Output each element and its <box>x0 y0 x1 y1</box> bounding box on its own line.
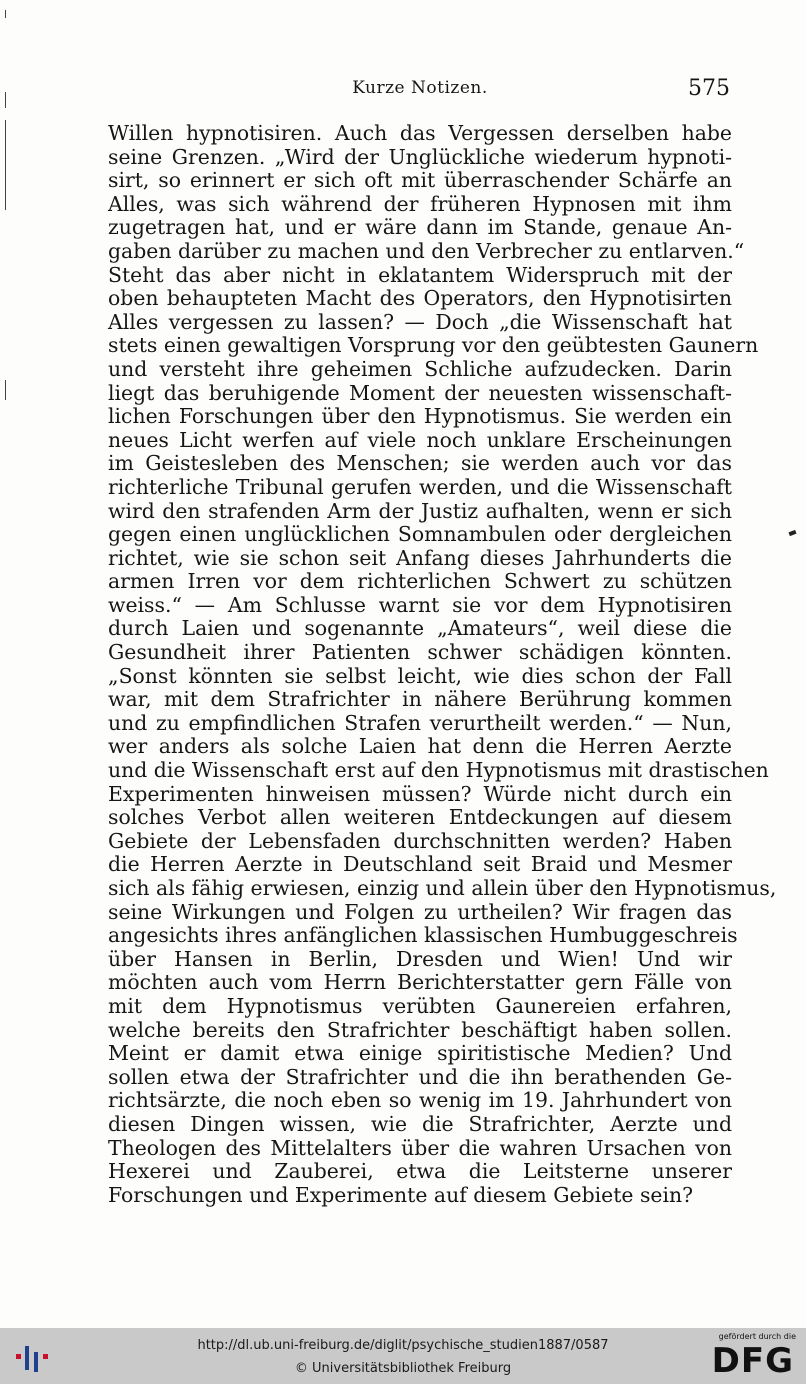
scan-edge-mark <box>5 10 6 18</box>
text-line: armen Irren vor dem richterlichen Schwert zu schützen <box>108 569 732 594</box>
text-line: über Hansen in Berlin, Dresden und Wien! Und wir <box>108 946 732 971</box>
text-line: richtsärzte, die noch eben so wenig im 19. Jahrhundert von <box>108 1088 732 1113</box>
text-line: Forschungen und Experimente auf diesem Gebiete sein? <box>108 1182 694 1207</box>
text-line: „Sonst könnten sie selbst leicht, wie dies schon der Fall <box>108 663 732 688</box>
footer-band <box>0 1328 806 1384</box>
text-line: mit dem Hypnotismus verübten Gaunereien erfahren, <box>108 993 732 1018</box>
dfg-funding-note: gefördert durch die <box>718 1332 796 1341</box>
text-line: und die Wissenschaft erst auf den Hypnotismus mit drastischen <box>108 758 769 783</box>
dfg-logo: DFG <box>711 1341 794 1381</box>
text-line: möchten auch vom Herrn Berichterstatter gern Fälle von <box>108 970 732 995</box>
text-line: und zu empfindlichen Strafen verurtheilt werden.“ — Nun, <box>108 710 732 735</box>
text-line: wird den strafenden Arm der Justiz aufhalten, wenn er sich <box>108 498 732 523</box>
running-head: Kurze Notizen. <box>352 78 488 98</box>
source-url-link[interactable]: http://dl.ub.uni-freiburg.de/diglit/psychische_studien1887/0587 <box>197 1338 609 1353</box>
stray-mark <box>789 530 797 536</box>
text-line: Meint er damit etwa einige spiritistische Medien? Und <box>108 1041 732 1066</box>
text-line: Gebiete der Lebensfaden durchschnitten werden? Haben <box>108 828 732 853</box>
text-line: diesen Dingen wissen, wie die Strafrichter, Aerzte und <box>108 1111 732 1136</box>
text-line: Willen hypnotisiren. Auch das Vergessen derselben habe <box>108 121 732 145</box>
text-line: sich als fähig erwiesen, einzig und allein über den Hypnotismus, <box>108 876 777 900</box>
text-line: zugetragen hat, und er wäre dann im Stande, genaue An- <box>108 215 732 240</box>
text-line: Gesundheit ihrer Patienten schwer schädigen könnten. <box>108 640 732 665</box>
text-line: Hexerei und Zauberei, etwa die Leitsterne unserer <box>108 1159 732 1184</box>
text-line: Theologen des Mittelalters über die wahren Ursachen von <box>108 1135 732 1160</box>
text-line: lichen Forschungen über den Hypnotismus. Sie werden ein <box>108 404 732 429</box>
text-line: im Geistesleben des Menschen; sie werden auch vor das <box>108 451 732 476</box>
page-number: 575 <box>688 76 730 101</box>
text-line: liegt das beruhigende Moment der neuesten wissenschaft- <box>108 380 732 405</box>
text-line: war, mit dem Strafrichter in nähere Berührung kommen <box>108 687 732 712</box>
copyright-text: © Universitätsbibliothek Freiburg <box>294 1361 512 1376</box>
text-line: weiss.“ — Am Schlusse warnt sie vor dem Hypnotisiren <box>108 592 732 617</box>
text-line: gaben darüber zu machen und den Verbrecher zu entlarven.“ <box>108 238 745 263</box>
text-line: stets einen gewaltigen Vorsprung vor den geübtesten Gaunern <box>108 333 759 358</box>
text-line: Steht das aber nicht in eklatantem Widerspruch mit der <box>108 262 732 287</box>
text-line: richtet, wie sie schon seit Anfang dieses Jahrhunderts die <box>108 545 732 570</box>
text-line: gegen einen unglücklichen Somnambulen oder dergleichen <box>108 522 732 547</box>
text-line: sirt, so erinnert er sich oft mit überraschender Schärfe an <box>108 168 732 193</box>
text-line: seine Wirkungen und Folgen zu urtheilen? Wir fragen das <box>108 899 732 924</box>
text-line: und versteht ihre geheimen Schliche aufzudecken. Darin <box>108 356 732 381</box>
text-line: Alles, was sich während der früheren Hypnosen mit ihm <box>108 191 732 216</box>
text-line: oben behaupteten Macht des Operators, den Hypnotisirten <box>108 286 732 311</box>
text-line: neues Licht werfen auf viele noch unklare Erscheinungen <box>108 427 732 452</box>
text-line: seine Grenzen. „Wird der Unglückliche wiederum hypnoti- <box>108 144 732 169</box>
scan-edge-mark <box>5 120 6 210</box>
text-line: Experimenten hinweisen müssen? Würde nicht durch ein <box>108 781 732 806</box>
text-line: die Herren Aerzte in Deutschland seit Braid und Mesmer <box>108 852 732 877</box>
scan-edge-mark <box>5 380 6 400</box>
text-line: solches Verbot allen weiteren Entdeckungen auf diesem <box>108 805 732 830</box>
body-text <box>108 121 777 1207</box>
text-line: angesichts ihres anfänglichen klassischen Humbuggeschreis <box>108 923 738 948</box>
text-line: welche bereits den Strafrichter beschäftigt haben sollen. <box>108 1017 732 1042</box>
text-line: Alles vergessen zu lassen? — Doch „die Wissenschaft hat <box>108 309 732 334</box>
text-line: wer anders als solche Laien hat denn die Herren Aerzte <box>108 734 732 759</box>
scan-edge-mark <box>5 92 6 108</box>
text-line: richterliche Tribunal gerufen werden, und die Wissenschaft <box>108 474 732 499</box>
page-header <box>108 76 732 106</box>
text-line: sollen etwa der Strafrichter und die ihn berathenden Ge- <box>108 1064 732 1089</box>
text-line: durch Laien und sogenannte „Amateurs“, weil diese die <box>108 616 732 641</box>
